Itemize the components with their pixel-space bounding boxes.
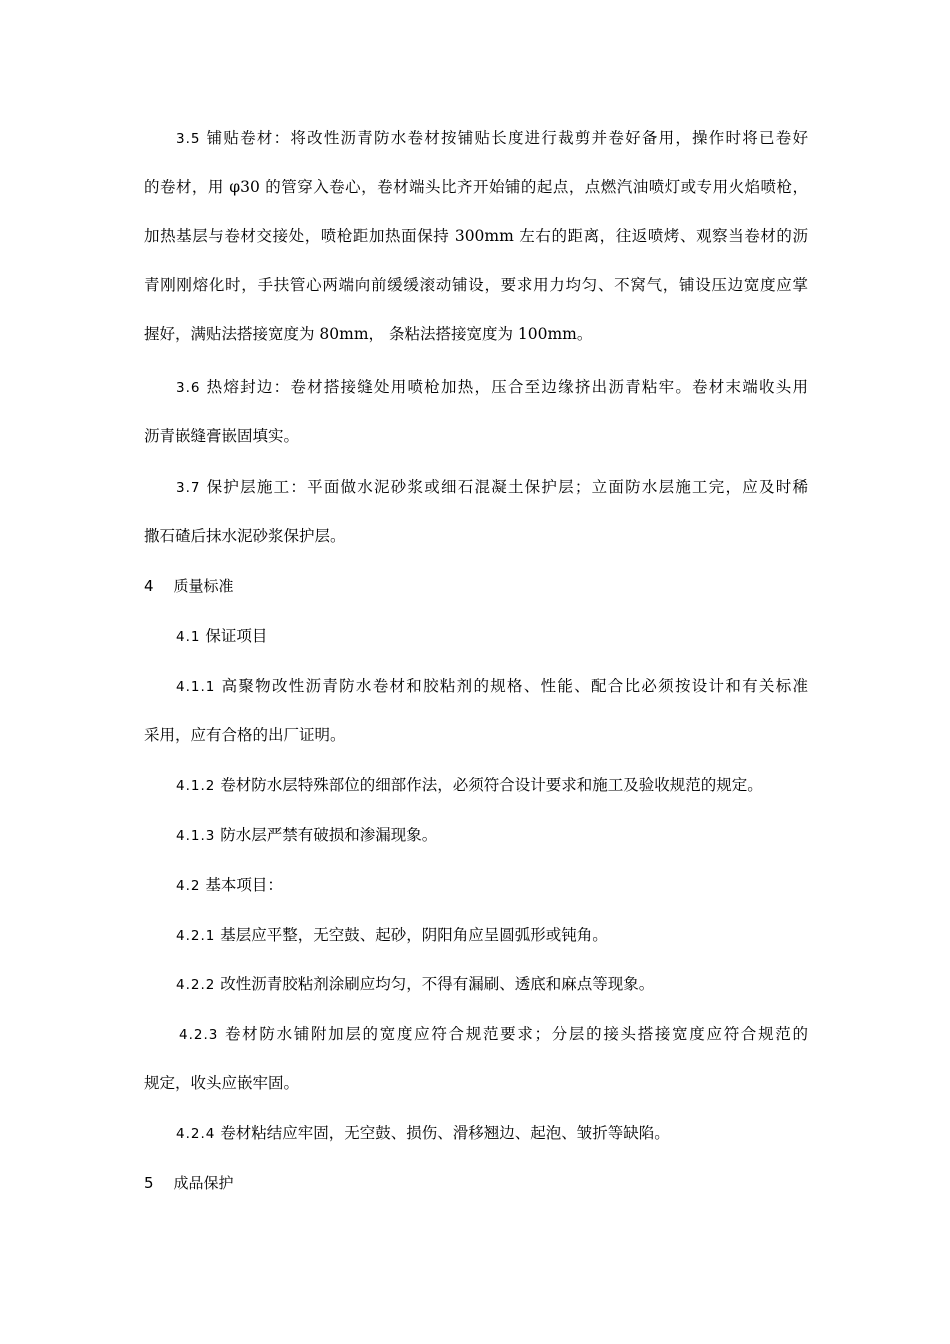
item-4-1-3 bbox=[176, 825, 808, 846]
item-4-2-1 bbox=[176, 925, 808, 946]
section-heading-4 bbox=[144, 576, 808, 596]
section-number: 4.2.1 bbox=[176, 928, 216, 944]
heading-text: 成品保护 bbox=[173, 1174, 234, 1192]
paragraph-text: 卷材防水层特殊部位的细部作法，必须符合设计要求和施工及验收规范的规定。 bbox=[215, 776, 763, 794]
item-4-2-3-line-2: 规定，收头应嵌牢固。 bbox=[144, 1074, 300, 1092]
item-4-1-1-line-1 bbox=[176, 676, 808, 697]
paragraph-3-6-line-1 bbox=[176, 377, 808, 398]
paragraph-text: 基本项目： bbox=[200, 876, 283, 894]
section-number: 4.2.4 bbox=[176, 1126, 216, 1142]
section-number: 4.1 bbox=[176, 629, 201, 645]
heading-text: 质量标准 bbox=[173, 577, 234, 595]
section-number: 3.6 bbox=[176, 380, 201, 396]
paragraph-3-6-line-2: 沥青嵌缝膏嵌固填实。 bbox=[144, 427, 300, 445]
paragraph-text: 保护层施工：平面做水泥砂浆或细石混凝土保护层；立面防水层施工完，应及时稀 bbox=[200, 478, 808, 496]
item-4-1-1-line-2: 采用，应有合格的出厂证明。 bbox=[144, 726, 346, 744]
paragraph-3-7-line-1 bbox=[176, 477, 808, 498]
subsection-4-2 bbox=[176, 875, 808, 896]
section-number: 3.7 bbox=[176, 480, 201, 496]
section-number: 4.2.2 bbox=[176, 977, 216, 993]
paragraph-text: 卷材粘结应牢固，无空鼓、损伤、滑移翘边、起泡、皱折等缺陷。 bbox=[215, 1124, 670, 1142]
paragraph-text: 卷材防水铺附加层的宽度应符合规范要求；分层的接头搭接宽度应符合规范的 bbox=[218, 1025, 808, 1043]
heading-number: 5 bbox=[144, 1174, 154, 1192]
paragraph-3-5-line-5: 握好，满贴法搭接宽度为 80mm， 条粘法搭接宽度为 100mm。 bbox=[144, 325, 593, 343]
subsection-4-1 bbox=[176, 626, 808, 647]
paragraph-text: 防水层严禁有破损和渗漏现象。 bbox=[215, 826, 438, 844]
section-number: 4.1.3 bbox=[176, 828, 216, 844]
paragraph-3-7-line-2: 撒石碴后抹水泥砂浆保护层。 bbox=[144, 527, 346, 545]
section-number: 4.1.1 bbox=[176, 679, 216, 695]
item-4-2-3-line-1 bbox=[179, 1024, 808, 1045]
section-number: 4.2.3 bbox=[179, 1027, 219, 1043]
paragraph-text: 热熔封边：卷材搭接缝处用喷枪加热，压合至边缘挤出沥青粘牢。卷材末端收头用 bbox=[200, 378, 808, 396]
item-4-1-2 bbox=[176, 775, 808, 796]
paragraph-3-5-line-2: 的卷材，用 φ30 的管穿入卷心，卷材端头比齐开始铺的起点，点燃汽油喷灯或专用火焰喷枪， bbox=[144, 178, 808, 196]
section-heading-5 bbox=[144, 1173, 808, 1193]
paragraph-text: 高聚物改性沥青防水卷材和胶粘剂的规格、性能、配合比必须按设计和有关标准 bbox=[215, 677, 808, 695]
paragraph-3-5-line-4: 青刚刚熔化时，手扶管心两端向前缓缓滚动铺设，要求用力均匀、不窝气，铺设压边宽度应掌 bbox=[144, 276, 808, 294]
paragraph-3-5-line-1 bbox=[176, 128, 808, 149]
paragraph-text: 改性沥青胶粘剂涂刷应均匀，不得有漏刷、透底和麻点等现象。 bbox=[215, 975, 655, 993]
section-number: 4.1.2 bbox=[176, 778, 216, 794]
heading-number: 4 bbox=[144, 577, 154, 595]
item-4-2-2 bbox=[176, 974, 808, 995]
section-number: 4.2 bbox=[176, 878, 201, 894]
paragraph-text: 铺贴卷材：将改性沥青防水卷材按铺贴长度进行裁剪并卷好备用，操作时将已卷好 bbox=[200, 129, 808, 147]
section-number: 3.5 bbox=[176, 131, 201, 147]
paragraph-3-5-line-3: 加热基层与卷材交接处，喷枪距加热面保持 300mm 左右的距离，往返喷烤、观察当卷材的沥 bbox=[144, 227, 808, 245]
paragraph-text: 基层应平整，无空鼓、起砂，阴阳角应呈圆弧形或钝角。 bbox=[215, 926, 608, 944]
paragraph-text: 保证项目 bbox=[200, 627, 268, 645]
item-4-2-4 bbox=[176, 1123, 808, 1144]
